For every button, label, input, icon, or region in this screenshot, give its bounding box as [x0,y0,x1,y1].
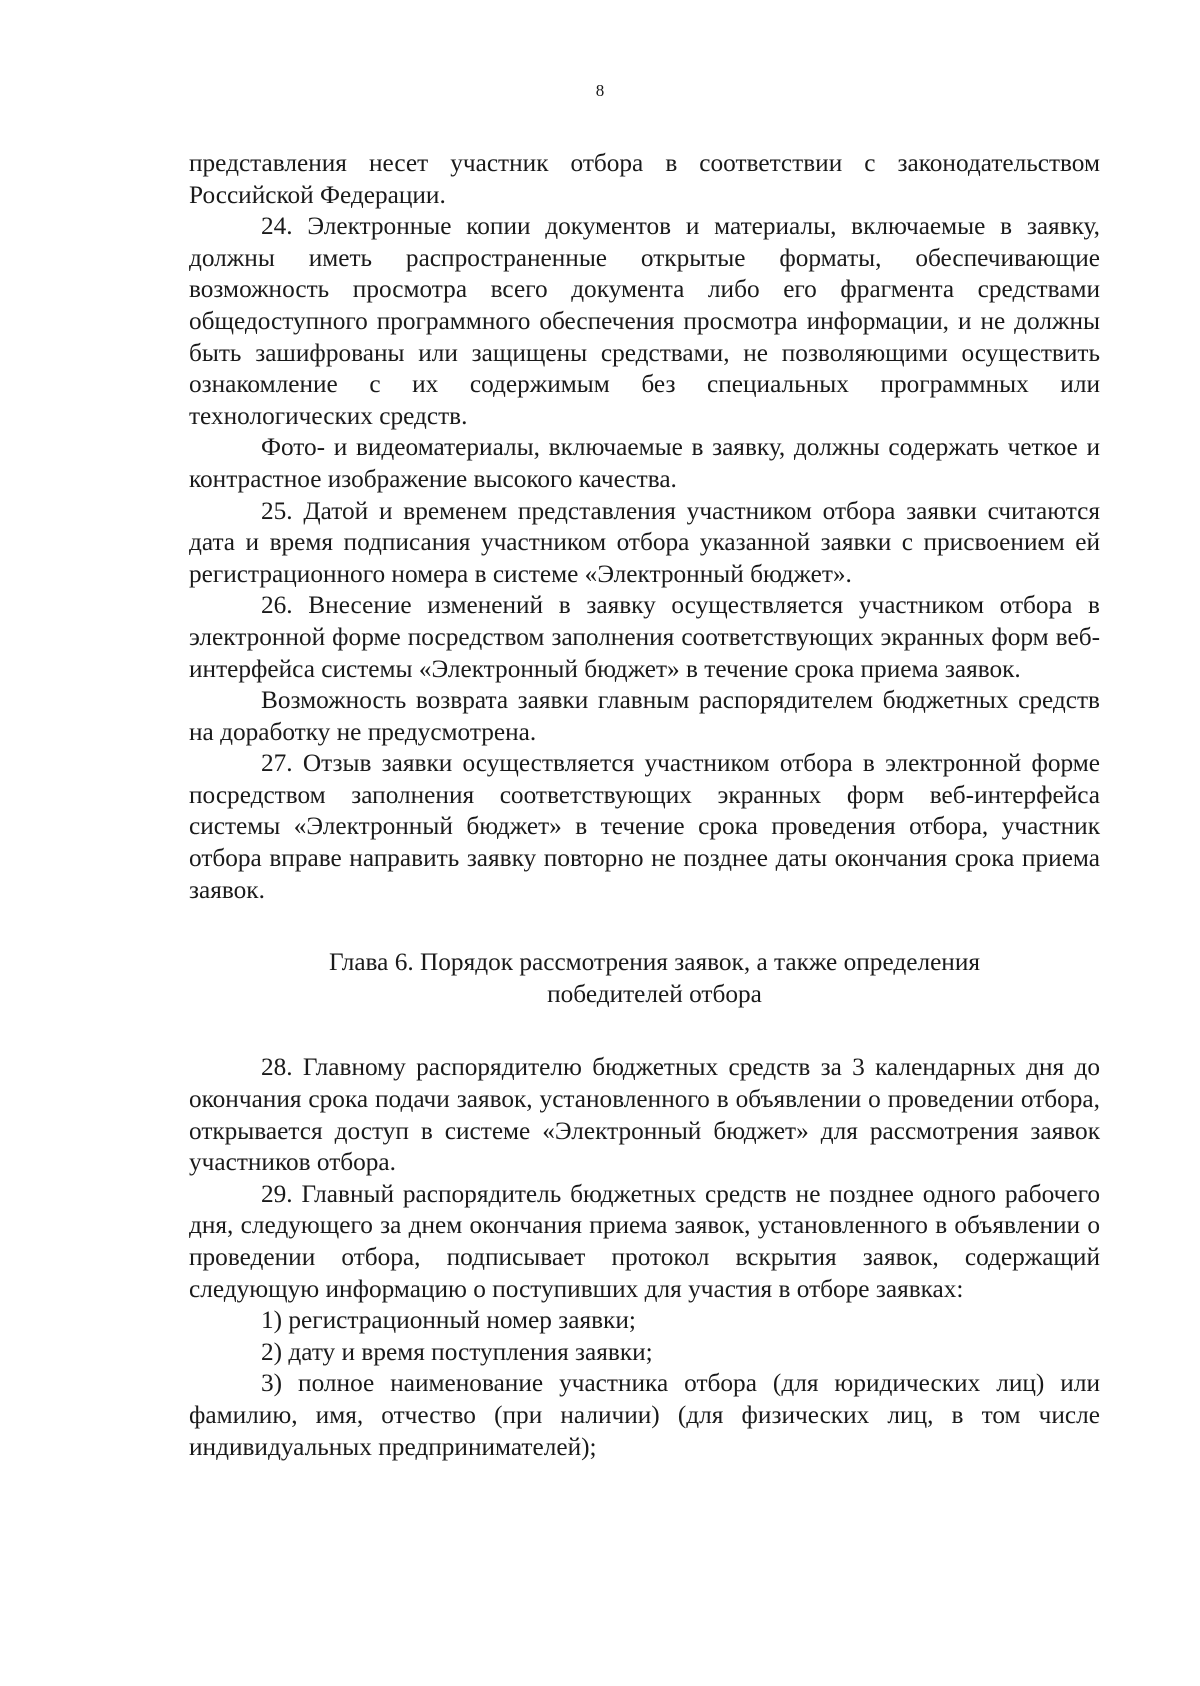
chapter-heading-line-1: Глава 6. Порядок рассмотрения заявок, а также определения [328,948,981,977]
paragraph-24: 24. Электронные копии документов и материалы, включаемые в заявку, должны иметь распространенные открытые форматы, обеспечивающие возможность просмотра всего документа либо его фрагмента средствами общедоступного программного обеспечения просмотра информации, и не должны быть зашифрованы или защищены средствами, не позволяющими осуществить ознакомление с их содержимым без специальных программных или технологических средств. [189,212,1100,430]
paragraph-29-item-2: 2) дату и время поступления заявки; [261,1337,653,1366]
spacer [189,906,1100,947]
paragraph-26-return: Возможность возврата заявки главным распорядителем бюджетных средств на доработку не предусмотрена. [189,686,1100,746]
paragraph-29-item-1: 1) регистрационный номер заявки; [261,1306,636,1335]
paragraph-28: 28. Главному распорядителю бюджетных средств за 3 календарных дня до окончания срока подачи заявок, установленного в объявлении о проведении отбора, открывается доступ в системе «Электронный бюджет» для рассмотрения заявок участников отбора. [189,1053,1100,1177]
paragraph-29-item-3: 3) полное наименование участника отбора (для юридических лиц) или фамилию, имя, отчество (при наличии) (для физических лиц, в том числе индивидуальных предпринимателей); [189,1369,1100,1461]
chapter-heading [189,947,1100,1010]
paragraph-25: 25. Датой и временем представления участником отбора заявки считаются дата и время подписания участником отбора указанной заявки с присвоением ей регистрационного номера в системе «Электронный бюджет». [189,496,1100,588]
paragraph-29: 29. Главный распорядитель бюджетных средств не позднее одного рабочего дня, следующего за днем окончания приема заявок, установленного в объявлении о проведении отбора, подписывает протокол вскрытия заявок, содержащий следующую информацию о поступивших для участия в отборе заявках: [189,1179,1100,1303]
paragraph-continuation: представления несет участник отбора в соответствии с законодательством Российской Федерации. [189,149,1100,209]
spacer [189,1010,1100,1052]
document-body [189,148,1100,1463]
chapter-heading-line-2: победителей отбора [547,979,762,1008]
paragraph-27: 27. Отзыв заявки осуществляется участником отбора в электронной форме посредством заполнения соответствующих экранных форм веб-интерфейса системы «Электронный бюджет» в течение срока проведения отбора, участник отбора вправе направить заявку повторно не позднее даты окончания срока приема заявок. [189,749,1100,904]
paragraph-24-photo-video: Фото- и видеоматериалы, включаемые в заявку, должны содержать четкое и контрастное изображение высокого качества. [189,433,1100,493]
paragraph-26: 26. Внесение изменений в заявку осуществляется участником отбора в электронной форме посредством заполнения соответствующих экранных форм веб-интерфейса системы «Электронный бюджет» в течение срока приема заявок. [189,591,1100,683]
page-number: 8 [595,81,605,100]
